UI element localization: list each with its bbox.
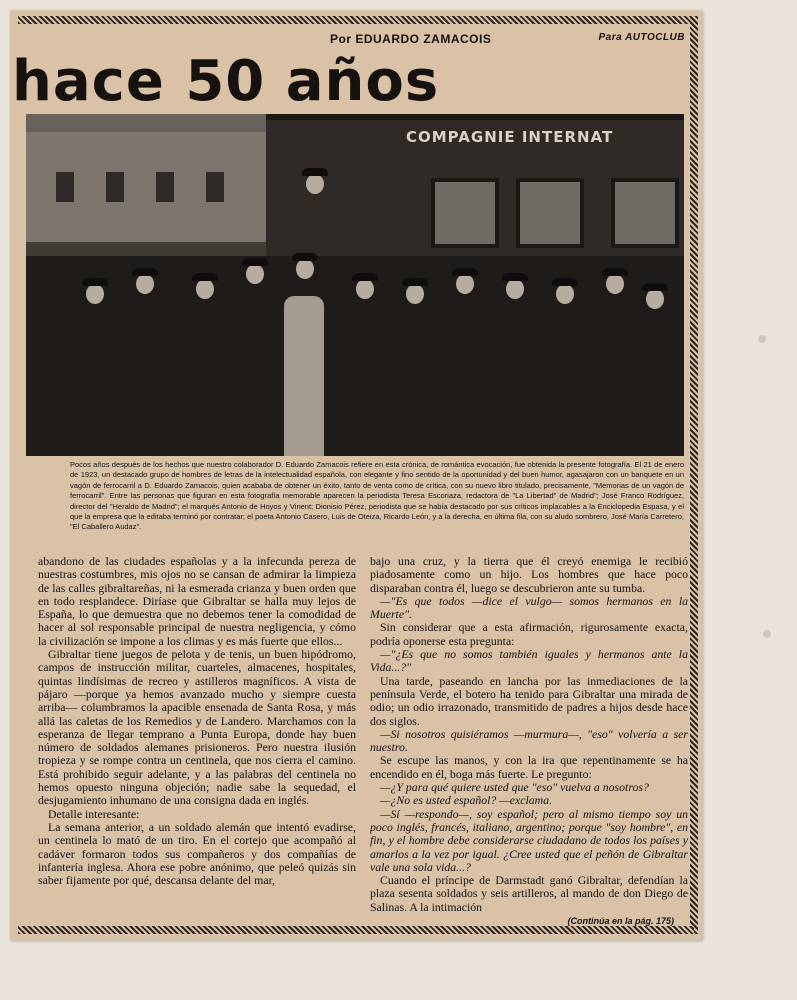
person-head — [606, 274, 624, 294]
article-photo — [26, 114, 684, 456]
paragraph: Una tarde, paseando en lancha por las inmediaciones de la península Verde, el botero ha tenido para Gibraltar una mirada de odio; un odio irrazonado, transmitido de padres a hijos desde hace dos siglos. — [370, 673, 688, 728]
paragraph: —Si nosotros quisiéramos —murmura—, "eso" volvería a ser nuestro. — [370, 726, 688, 755]
photo-caption: Pocos años después de los hechos que nuestro colaborador D. Eduardo Zamacois refiere en esta crónica, de romántica evocación, fue obtenida la presente fotografía. El 21 de enero de 1923, un destacado grupo de hombres de letras de la intelectualidad española, con elegante y fino sentido de la oportunidad y del buen humor, agasajaron con un banquete en un vagón de ferrocarril a D. Eduardo Zamacois, quien acababa de obtener un éxito, tanto de venta como de crítica, con su nuevo libro titulado, precisamente, "Memorias de un vagón de ferrocarril". Entre las personas que figuran en esta fotografía memorable aparecen la periodista Teresa Escoriaza, redactora de "La Libertad" de Madrid"; José Franco Rodríguez, director del "Heraldo de Madrid"; el marqués Antonio de Hoyos y Vinent; Dionisio Pérez, periodista que se había destacado por sus críticos implacables a la Enciclopedia Espasa, y el que la empresa que la editaba terminó por contratar; el poeta Antonio Casero, Luis de Oteiza, Ricardo León, y a la derecha, en última fila, con su aludo sombrero, José María Carretero, "El Caballero Audaz". — [70, 460, 684, 532]
paragraph: La semana anterior, a un soldado alemán que intentó evadirse, un centinela lo mató de un tiro. En el cortejo que acompañó al cadáver formaron todos sus compañeros y dos compañías de infantería inglesa. Ahora ese pobre anónimo, que peleó quizás sin saber fijamente por qué, descansa delante del mar, — [38, 819, 356, 888]
decorative-border-top — [18, 16, 694, 24]
light-coat-figure — [284, 296, 324, 456]
person-head — [246, 264, 264, 284]
person-head — [296, 259, 314, 279]
paragraph: —¿No es usted español? —exclama. — [380, 793, 553, 808]
hat — [132, 268, 158, 276]
person-head — [506, 279, 524, 299]
hat — [602, 268, 628, 276]
paragraph: —"¿Es que no somos también iguales y hermanos ante la Vida...?" — [370, 647, 688, 675]
hat — [642, 283, 668, 291]
person-head — [456, 274, 474, 294]
station-building — [26, 132, 276, 242]
article-headline: hace 50 años — [12, 49, 440, 114]
hat — [82, 278, 108, 286]
train-window — [431, 178, 499, 248]
crowd-of-men — [26, 256, 684, 456]
paragraph: Sin considerar que a esta afirmación, rigurosamente exacta, podría oponerse esta pregunta: — [370, 620, 688, 648]
building-window — [206, 172, 224, 202]
paragraph: Gibraltar tiene juegos de pelota y de tenis, un buen hipódromo, campos de instrucción militar, cuarteles, almacenes, hospitales, quintas lindísimas de recreo y astilleros magníficos. A vista de pájaro —porque ya hemos avanzado mucho y siempre cuesta arriba— columbramos la apacible ensenada de Santa Rosa, y más allá las caletas de los Remedios y de Landero. Marchamos con la esperanza de llegar temprano a Punta Europa, donde hay buen número de soldados alemanes prisioneros. Pero nuestra ilusión tropieza y se rompe contra un centinela, que nos cierra el camino. Está prohibido seguir adelante, y a las palabras del centinela no hemos opuesto ninguna objeción; nadie sabe la sequedad, el desjugamiento inhumano de una consigna dada en inglés. — [38, 647, 356, 808]
paragraph: Detalle interesante: — [48, 806, 140, 821]
paragraph: —Sí —respondo—, soy español; pero al mismo tiempo soy un poco inglés, francés, italiano, argentino; porque "soy hombre", en fin, y el hombre debe considerarse ciudadano de todos los países y amarlos a la vez por igual. ¿Cree usted que el peñón de Gibraltar vale una sola vida...? — [370, 806, 688, 874]
text-column-left — [38, 555, 356, 925]
hat — [292, 253, 318, 261]
person-head — [136, 274, 154, 294]
paragraph: abandono de las ciudades españolas y a la infecunda pereza de nuestras costumbres, mis ojos no se cansan de admirar la limpieza de las calles gibraltareñas, ni la esmerada crianza y buen orden que en todo resplandece. Diríase que Gibraltar se halla muy lejos de España, lo que demuestra que no debemos tener la comodidad de hacer al sol responsable principal de nuestra negligencia, y cómo la civilización se impone a los climas y es más fuerte que ellos... — [38, 555, 356, 648]
hat — [242, 258, 268, 266]
magazine-page — [10, 10, 702, 940]
train-sign: COMPAGNIE INTERNAT — [406, 128, 614, 146]
hat — [192, 273, 218, 281]
person-head — [406, 284, 424, 304]
person-head — [356, 279, 374, 299]
text-column-right — [370, 555, 688, 925]
person-head — [556, 284, 574, 304]
hat — [302, 168, 328, 176]
hat — [352, 273, 378, 281]
publication-name: Para AUTOCLUB — [598, 32, 685, 43]
building-window — [156, 172, 174, 202]
paragraph: —"Es que todos —dice el vulgo— somos hermanos en la Muerte". — [370, 593, 688, 622]
paragraph: bajo una cruz, y la tierra que él creyó enemiga le recibió piadosamente como un hijo. Los hombres que hace poco disparaban contra él, luego se descubrieron ante su tumba. — [370, 555, 688, 595]
train-window — [516, 178, 584, 248]
continued-note: (Continúa en la pág. 175) — [567, 916, 674, 926]
paragraph: —¿Y para qué quiere usted que "eso" vuelva a nosotros? — [380, 780, 649, 795]
person-head — [306, 174, 324, 194]
person-head — [646, 289, 664, 309]
hat — [402, 278, 428, 286]
hat — [552, 278, 578, 286]
hat — [452, 268, 478, 276]
author-byline: Por EDUARDO ZAMACOIS — [330, 32, 492, 46]
decorative-border-right — [690, 16, 698, 934]
person-head — [86, 284, 104, 304]
byline — [330, 30, 685, 48]
paragraph: Cuando el príncipe de Darmstadt ganó Gibraltar, defendían la plaza sesenta soldados y seis artilleros, al mando de don Diego de Salinas. A la intimación — [370, 873, 688, 914]
building-window — [56, 172, 74, 202]
hat — [502, 273, 528, 281]
scan-speck — [763, 630, 771, 638]
scan-speck — [758, 335, 766, 343]
building-window — [106, 172, 124, 202]
paragraph: Se escupe las manos, y con la ira que repentinamente se ha encendido en él, boga más fuerte. Le pregunto: — [370, 753, 688, 781]
train-window — [611, 178, 679, 248]
decorative-border-bottom — [18, 926, 694, 934]
person-head — [196, 279, 214, 299]
